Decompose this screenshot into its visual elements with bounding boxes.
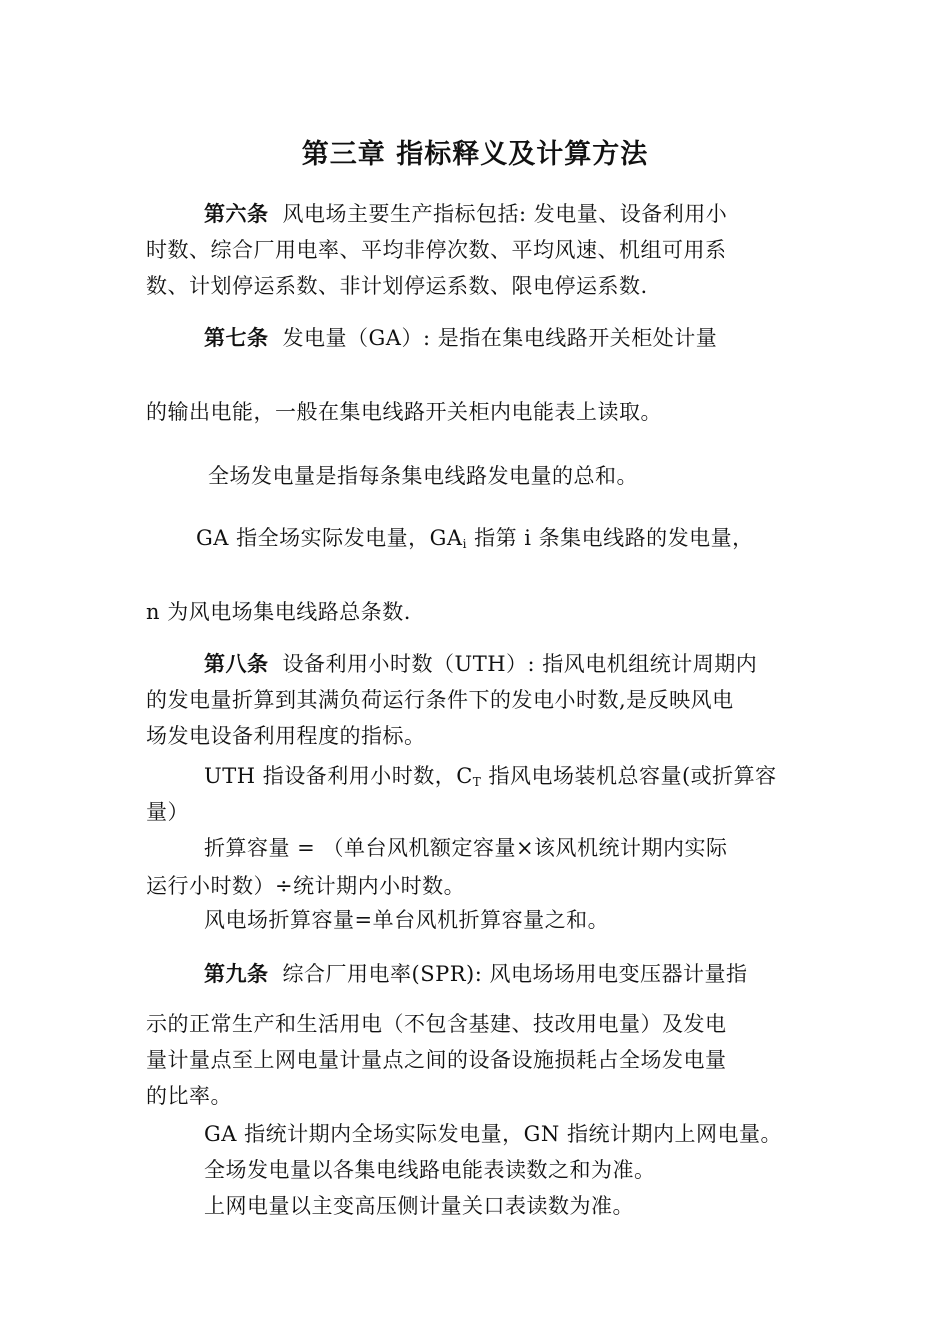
art8-line-3: 场发电设备利用程度的指标。 [146,724,426,748]
art9-line-5: GA 指统计期内全场实际发电量，GN 指统计期内上网电量。 [204,1122,782,1146]
art6-line-3: 数、计划停运系数、非计划停运系数、限电停运系数. [146,274,648,298]
art8-line-8: 风电场折算容量=单台风机折算容量之和。 [204,908,610,932]
art6-line-2: 时数、综合厂用电率、平均非停次数、平均风速、机组可用系 [146,238,727,262]
art7-line-5: n 为风电场集电线路总条数. [146,600,411,624]
art8-line-6: 折算容量 = （单台风机额定容量×该风机统计期内实际 [204,836,728,860]
art8-line-2: 的发电量折算到其满负荷运行条件下的发电小时数,是反映风电 [146,688,734,712]
art9-line-6: 全场发电量以各集电线路电能表读数之和为准。 [204,1158,656,1182]
art7-label: 第七条 [204,325,269,350]
art7-text-4a: GA 指全场实际发电量，GA [196,526,463,550]
art7-line-1 [204,322,717,352]
art9-line-3: 量计量点至上网电量计量点之间的设备设施损耗占全场发电量 [146,1048,727,1072]
art9-line-2: 示的正常生产和生活用电（不包含基建、技改用电量）及发电 [146,1012,727,1036]
art8-line-4 [204,760,777,790]
art6-text-1: 风电场主要生产指标包括: 发电量、设备利用小 [282,202,728,226]
art8-line-5: 量） [146,800,189,824]
art9-line-4: 的比率。 [146,1084,232,1108]
art9-label: 第九条 [204,961,269,986]
art7-text-1: 发电量（GA）: 是指在集电线路开关柜处计量 [282,326,718,350]
art7-subscript-i: i [462,537,467,551]
art8-text-1: 设备利用小时数（UTH）: 指风电机组统计周期内 [282,652,758,676]
art8-label: 第八条 [204,651,269,676]
art9-text-1: 综合厂用电率(SPR): 风电场场用电变压器计量指 [282,962,748,986]
art6-line-1 [204,198,727,228]
art8-text-4b: 指风电场装机总容量(或折算容 [481,764,777,788]
art6-label: 第六条 [204,201,269,226]
art9-line-7: 上网电量以主变高压侧计量关口表读数为准。 [204,1194,634,1218]
art7-line-3: 全场发电量是指每条集电线路发电量的总和。 [208,464,638,488]
art9-line-1 [204,958,747,988]
art7-line-4 [196,522,754,552]
art8-line-1 [204,648,757,678]
art8-text-4a: UTH 指设备利用小时数，C [204,764,473,788]
art7-text-4b: 指第 i 条集电线路的发电量， [466,526,754,550]
chapter-title: 第三章 指标释义及计算方法 [301,139,649,170]
art8-line-7: 运行小时数）÷统计期内小时数。 [146,874,466,898]
art8-subscript-t: T [472,775,482,789]
art7-line-2: 的输出电能，一般在集电线路开关柜内电能表上读取。 [146,400,662,424]
